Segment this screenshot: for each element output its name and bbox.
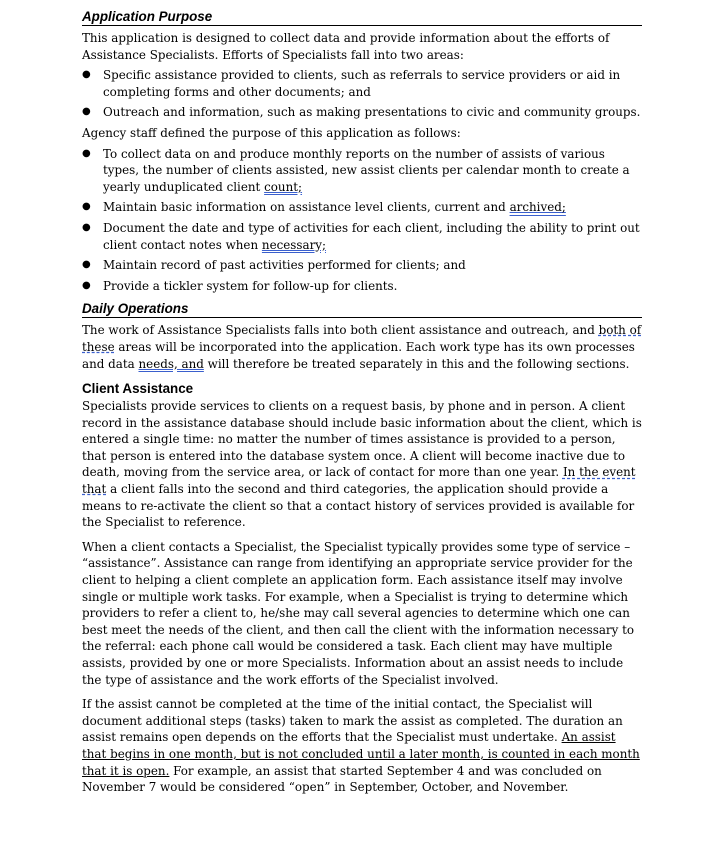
application-purpose-heading: Application Purpose [82, 8, 642, 26]
grammar-mark: count; [264, 179, 303, 194]
list-item [82, 146, 642, 196]
bullet-icon: ● [82, 147, 91, 159]
purpose-text: Maintain record of past activities performed for clients; and [103, 258, 466, 273]
bullet-icon: ● [82, 69, 91, 81]
list-item [82, 199, 642, 216]
daily-ops-text: The work of Assistance Specialists falls into both client assistance and outreach, and [82, 323, 599, 338]
grammar-mark: In the event that [82, 465, 636, 497]
list-item [82, 257, 642, 274]
effort-area-text: Specific assistance provided to clients, such as referrals to service providers or aid in completing forms and other documents; and [103, 68, 621, 99]
client-assistance-heading: Client Assistance [82, 381, 194, 397]
client-assistance-paragraph-1 [82, 398, 642, 531]
effort-area-text: Outreach and information, such as making presentations to civic and community groups. [103, 105, 641, 120]
client-assistance-paragraph-2: When a client contacts a Specialist, the Specialist typically provides some type of service – “assistance”. Assistance can range from identifying an appropriate service provider for the client to helping a client complete an application form. Each assistance itself may involve single or multiple work tasks. For example, when a Specialist is trying to determine which providers to refer a client to, he/she may call several agencies to determine which one can best meet the needs of the client, and then call the client with the information necessary to the referral: each phone call would be considered a task. Each client may have multiple assists, provided by one or more Specialists. Information about an assist needs to include the type of assistance and the work efforts of the Specialist involved. [82, 539, 635, 687]
bullet-icon: ● [82, 106, 91, 118]
bullet-icon: ● [82, 259, 91, 271]
bullet-icon: ● [82, 201, 91, 213]
purpose-text: To collect data on and produce monthly reports on the number of assists of various types, the number of clients assisted, new assist clients per calendar month to create a yearly unduplicated client [103, 146, 630, 194]
application-purpose-intro: This application is designed to collect data and provide information about the efforts of Assistance Specialists. Efforts of Specialists fall into two areas: [82, 31, 610, 62]
grammar-mark: needs, and [138, 356, 204, 371]
purposes-list [82, 146, 642, 295]
client-text: For example, an assist that started September 4 and was concluded on November 7 would be considered “open” in September, October, and November. [82, 763, 602, 795]
client-assistance-paragraph-3 [82, 696, 642, 796]
grammar-mark: both of these [82, 323, 642, 354]
purpose-text: Provide a tickler system for follow-up for clients. [103, 278, 398, 293]
client-text: a client falls into the second and third categories, the application should provide a means to re-activate the client so that a contact history of services provided is available for the Specialist to reference. [82, 482, 635, 530]
purpose-intro: Agency staff defined the purpose of this application as follows: [82, 125, 461, 140]
grammar-mark: necessary; [261, 237, 326, 252]
grammar-mark: archived; [509, 200, 566, 215]
purpose-text: Maintain basic information on assistance level clients, current and [103, 200, 510, 215]
bullet-icon: ● [82, 221, 91, 233]
daily-ops-text: areas will be incorporated into the application. Each work type has its own processes and data [82, 339, 635, 371]
underlined-statement: An assist that begins in one month, but is not concluded until a later month, is counted in each month that it is open. [82, 730, 640, 778]
purpose-text: Document the date and type of activities for each client, including the ability to print out client contact notes when [103, 220, 640, 252]
list-item [82, 278, 642, 295]
document-page [82, 8, 642, 804]
effort-areas-list [82, 67, 642, 121]
list-item [82, 67, 642, 100]
daily-operations-heading: Daily Operations [82, 300, 642, 318]
client-text: Specialists provide services to clients on a request basis, by phone and in person. A client record in the assistance database should include basic information about the client, which is entered a single time: no matter the number of times assistance is provided to a person, that person is entered into the database system once. A client will become inactive due to death, moving from the service area, or lack of contact for more than one year. [82, 399, 642, 480]
list-item [82, 220, 642, 253]
list-item [82, 104, 642, 121]
bullet-icon: ● [82, 279, 91, 291]
daily-ops-text: will therefore be treated separately in this and the following sections. [203, 356, 630, 371]
client-text: If the assist cannot be completed at the time of the initial contact, the Specialist will document additional steps (tasks) taken to mark the assist as completed. The duration an assist remains open depends on the efforts that the Specialist must undertake. [82, 697, 623, 745]
daily-operations-paragraph [82, 322, 642, 372]
